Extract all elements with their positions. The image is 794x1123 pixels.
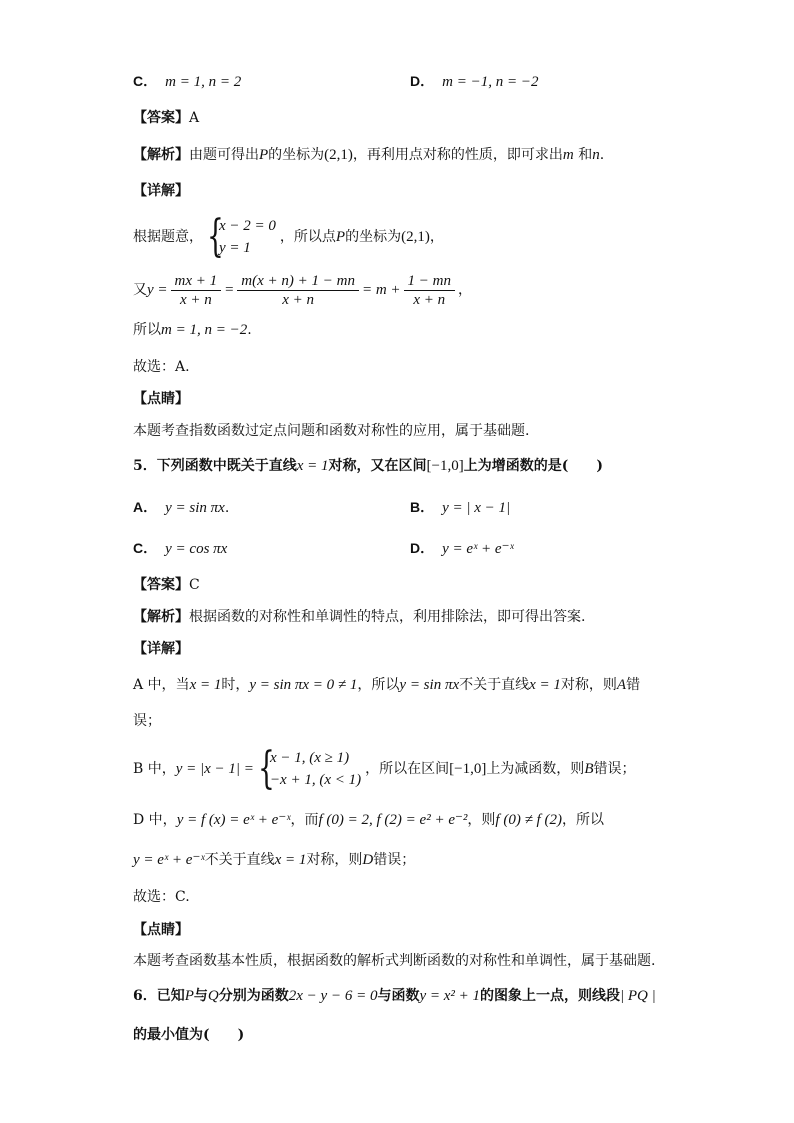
q6-stem-a: 6．已知	[133, 988, 185, 1004]
q5-d-m3: f (0) ≠ f (2)	[495, 812, 562, 828]
detail-1a: 根据题意，	[133, 229, 203, 245]
detail-line-3	[133, 320, 252, 340]
option-c	[133, 71, 241, 92]
q5-d-m2: f (0) = 2, f (2) = e² + e⁻²	[318, 812, 468, 828]
analysis-text-d: 和	[573, 147, 593, 163]
q5-option-b-math: y = | x − 1|	[442, 500, 511, 516]
analysis-end: .	[599, 147, 605, 163]
detail-2a: 又	[133, 282, 147, 298]
fraction-2	[237, 272, 359, 309]
q5-option-a	[133, 497, 229, 518]
q5-a1-f: 错	[626, 677, 641, 693]
q5-d2-m2: x = 1	[274, 852, 307, 868]
q6-stem-m1: 2x − y − 6 = 0	[288, 988, 378, 1004]
q5-d2-m1: y = eˣ + e⁻ˣ	[133, 852, 205, 868]
q5-stem-interval: [−1,0]	[426, 458, 464, 474]
q5-b-c: 上为减函数，则	[486, 761, 585, 777]
fraction-1	[171, 272, 222, 309]
option-d-label: D．	[410, 73, 435, 89]
q5-answer-value: C	[189, 577, 200, 593]
q5-analysis-tag: 【解析】	[133, 609, 189, 625]
fraction-2-num: m(x + n) + 1 − mn	[237, 272, 359, 291]
answer-line	[133, 108, 199, 128]
q6-stem-line-2: 的最小值为( )	[133, 1027, 245, 1043]
q5-stem-a: 5．下列函数中既关于直线	[133, 458, 297, 474]
q5-b-m1: y = |x − 1| =	[175, 761, 254, 777]
q5-a1-d: 不关于直线	[459, 677, 530, 693]
analysis-text-c: ，再利用点对称的性质，即可求出	[352, 147, 563, 163]
fraction-1-num: mx + 1	[171, 272, 222, 291]
detail-2-end: ，	[458, 282, 473, 298]
q5-answer-tag: 【答案】	[133, 577, 189, 593]
q5-a1-c: ，所以	[357, 677, 400, 693]
comment-text: 本题考查指数函数过定点问题和函数对称性的应用，属于基础题.	[133, 423, 530, 439]
q5-a1-b: 时，	[221, 677, 250, 693]
q5-option-a-label: A．	[133, 499, 158, 515]
analysis-p: P	[259, 147, 269, 163]
q5-a1-m5: A	[616, 677, 627, 693]
piecewise-row-1: x − 1, (x ≥ 1)	[269, 750, 350, 766]
q6-stem-e: 的图象上一点，则线段	[480, 988, 621, 1004]
q5-a1-e: 对称，则	[560, 677, 617, 693]
q5-d2-c: 错误；	[373, 852, 416, 868]
q5-comment-tag: 【点睛】	[133, 922, 189, 938]
q6-stem-p: P	[184, 988, 194, 1004]
detail-3a: 所以	[133, 322, 161, 338]
q5-b-b: ，所以在区间	[365, 761, 450, 777]
q5-stem-c: 上为增函数的是( )	[463, 458, 603, 474]
q5-d2-m3: D	[362, 852, 374, 868]
answer-value: A	[189, 110, 200, 126]
piecewise-row-2: −x + 1, (x < 1)	[269, 772, 362, 788]
q5-stem-line: x = 1	[296, 458, 329, 474]
detail-2-eq: =	[224, 282, 235, 298]
detail-1d: ，	[429, 229, 444, 245]
analysis-text-a: 由题可得出	[189, 147, 259, 163]
q5-detail-a-line-2: 误；	[133, 713, 161, 729]
q5-choose-line: 故选：C.	[133, 889, 190, 905]
q5-d2-b: 对称，则	[306, 852, 363, 868]
q5-b-d: 错误；	[593, 761, 636, 777]
q5-detail-b-line	[133, 745, 635, 793]
analysis-m: m	[562, 147, 574, 163]
detail-1-point: (2,1)	[401, 229, 430, 245]
q5-analysis-text: 根据函数的对称性和单调性的特点，利用排除法，即可得出答案.	[189, 609, 586, 625]
q5-detail-d-line-2	[133, 850, 415, 870]
option-d-math: m = −1, n = −2	[442, 74, 539, 90]
q5-option-b	[410, 497, 510, 518]
comment-tag: 【点睛】	[133, 391, 189, 407]
q5-d-b: ，而	[290, 812, 319, 828]
q6-stem-m3: | PQ |	[620, 988, 656, 1004]
q6-stem-b: 与	[193, 988, 208, 1004]
option-c-label: C．	[133, 73, 158, 89]
q5-detail-d-line	[133, 810, 604, 830]
answer-tag: 【答案】	[133, 110, 189, 126]
q5-analysis-line	[133, 607, 585, 627]
q6-stem-q: Q	[207, 988, 219, 1004]
equation-system	[207, 211, 276, 262]
q5-a1-m4: x = 1	[529, 677, 561, 693]
analysis-point: (2,1)	[324, 147, 353, 163]
q6-stem	[133, 986, 656, 1006]
analysis-text-b: 的坐标为	[268, 147, 325, 163]
q5-comment-text: 本题考查函数基本性质，根据函数的解析式判断函数的对称性和单调性，属于基础题.	[133, 953, 656, 969]
system-row-1: x − 2 = 0	[219, 218, 276, 234]
choose-line: 故选：A.	[133, 359, 190, 375]
q5-a1-a: A 中，当	[133, 677, 190, 693]
q5-option-a-end: .	[224, 500, 230, 516]
fraction-3-den: x + n	[413, 291, 446, 308]
q5-d-a: D 中，	[133, 812, 177, 828]
q6-stem-m2: y = x² + 1	[419, 988, 481, 1004]
brace-icon: {	[257, 743, 275, 794]
fraction-3-num: 1 − mn	[404, 272, 455, 291]
q5-stem-b: 对称，又在区间	[328, 458, 427, 474]
q5-b-m2: [−1,0]	[449, 761, 487, 777]
option-c-math: m = 1, n = 2	[165, 74, 242, 90]
q5-d-c: ，则	[467, 812, 496, 828]
analysis-n: n	[592, 147, 600, 163]
detail-1-p: P	[335, 229, 346, 245]
detail-1b: ，所以点	[279, 229, 336, 245]
detail-line-2	[133, 270, 472, 310]
fraction-2-den: x + n	[282, 291, 315, 308]
q6-stem-c: 分别为函数	[218, 988, 289, 1004]
q5-d-d: ，所以	[561, 812, 604, 828]
detail-1c: 的坐标为	[345, 229, 402, 245]
q5-b-m3: B	[584, 761, 594, 777]
detail-3-math: m = 1, n = −2	[161, 322, 248, 338]
q5-option-b-label: B．	[410, 499, 435, 515]
q5-option-c-label: C．	[133, 540, 158, 556]
analysis-tag: 【解析】	[133, 147, 189, 163]
q5-option-d	[410, 538, 514, 559]
fraction-3	[404, 272, 455, 309]
option-d	[410, 71, 538, 92]
detail-2-y: y =	[147, 282, 168, 298]
q5-a1-m3: y = sin πx	[399, 677, 460, 693]
q5-a1-m2: y = sin πx = 0 ≠ 1	[249, 677, 358, 693]
q5-detail-tag: 【详解】	[133, 641, 189, 657]
analysis-line	[133, 145, 604, 165]
q5-b-a: B 中，	[133, 761, 176, 777]
fraction-1-den: x + n	[179, 291, 212, 308]
q5-d-m1: y = f (x) = eˣ + e⁻ˣ	[176, 812, 291, 828]
q5-answer-line	[133, 575, 200, 595]
q6-stem-d: 与函数	[377, 988, 420, 1004]
q5-option-d-label: D．	[410, 540, 435, 556]
q5-option-c-math: y = cos πx	[165, 541, 228, 557]
q5-d2-a: 不关于直线	[204, 852, 275, 868]
brace-icon: {	[207, 211, 224, 262]
q5-option-c	[133, 538, 227, 559]
detail-tag: 【详解】	[133, 183, 189, 199]
detail-3-end: .	[247, 322, 252, 338]
detail-2-mid: = m +	[361, 282, 401, 298]
q5-detail-a-line	[133, 675, 640, 695]
system-row-2: y = 1	[219, 240, 251, 256]
q5-stem	[133, 456, 603, 476]
detail-line-1	[133, 213, 444, 261]
q5-a1-m1: x = 1	[189, 677, 222, 693]
q5-option-d-math: y = eˣ + e⁻ˣ	[442, 541, 514, 557]
q5-option-a-math: y = sin πx	[165, 500, 225, 516]
piecewise-system	[257, 743, 362, 794]
